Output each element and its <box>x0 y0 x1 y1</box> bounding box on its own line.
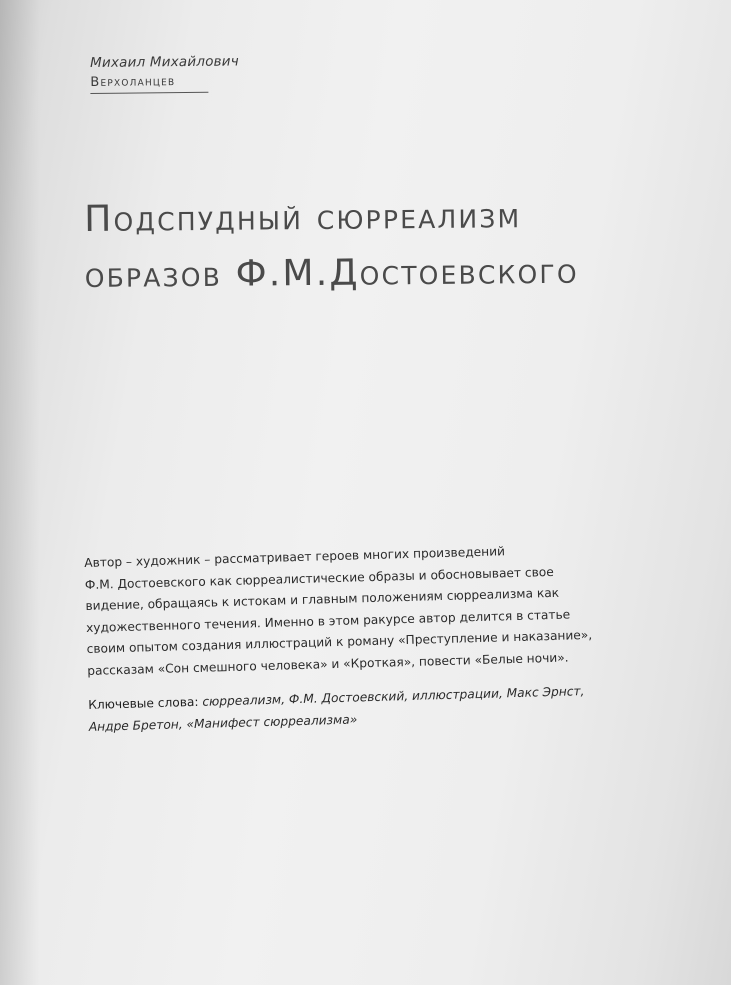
author-name: Михаил Михайлович <box>90 53 240 71</box>
article-title <box>84 188 579 304</box>
author-underline <box>90 92 208 94</box>
abstract-line: Автор – художник – рассматривает героев многих произведений <box>84 544 506 570</box>
abstract <box>84 539 593 738</box>
abstract-line: художественного течения. Именно в этом ракурсе автор делится в статье <box>85 606 571 635</box>
title-line-2: образов Ф.М.Достоевского <box>84 250 579 296</box>
author-surname: Верхоланцев <box>90 74 176 90</box>
abstract-line: Ф.М. Достоевского как сюрреалистические образы и обосновывает свое <box>84 564 554 592</box>
keywords-text-2: Андре Бретон, «Манифест сюрреализма» <box>88 711 358 734</box>
keywords-text-1: сюрреализм, Ф.М. Достоевский, иллюстрации, Макс Эрнст, <box>202 684 585 709</box>
title-line-1: Подспудный сюрреализм <box>84 195 522 240</box>
abstract-line: видение, обращаясь к истокам и главным положениям сюрреализма как <box>85 585 560 613</box>
author-block <box>90 52 239 94</box>
keywords-label: Ключевые слова: <box>88 694 199 712</box>
abstract-line: своим опытом создания иллюстраций к роману «Преступление и наказание», <box>86 627 593 656</box>
keywords <box>88 681 589 738</box>
page-gutter-shadow <box>0 0 40 985</box>
abstract-line: рассказам «Сон смешного человека» и «Кроткая», повести «Белые ночи». <box>87 650 569 678</box>
